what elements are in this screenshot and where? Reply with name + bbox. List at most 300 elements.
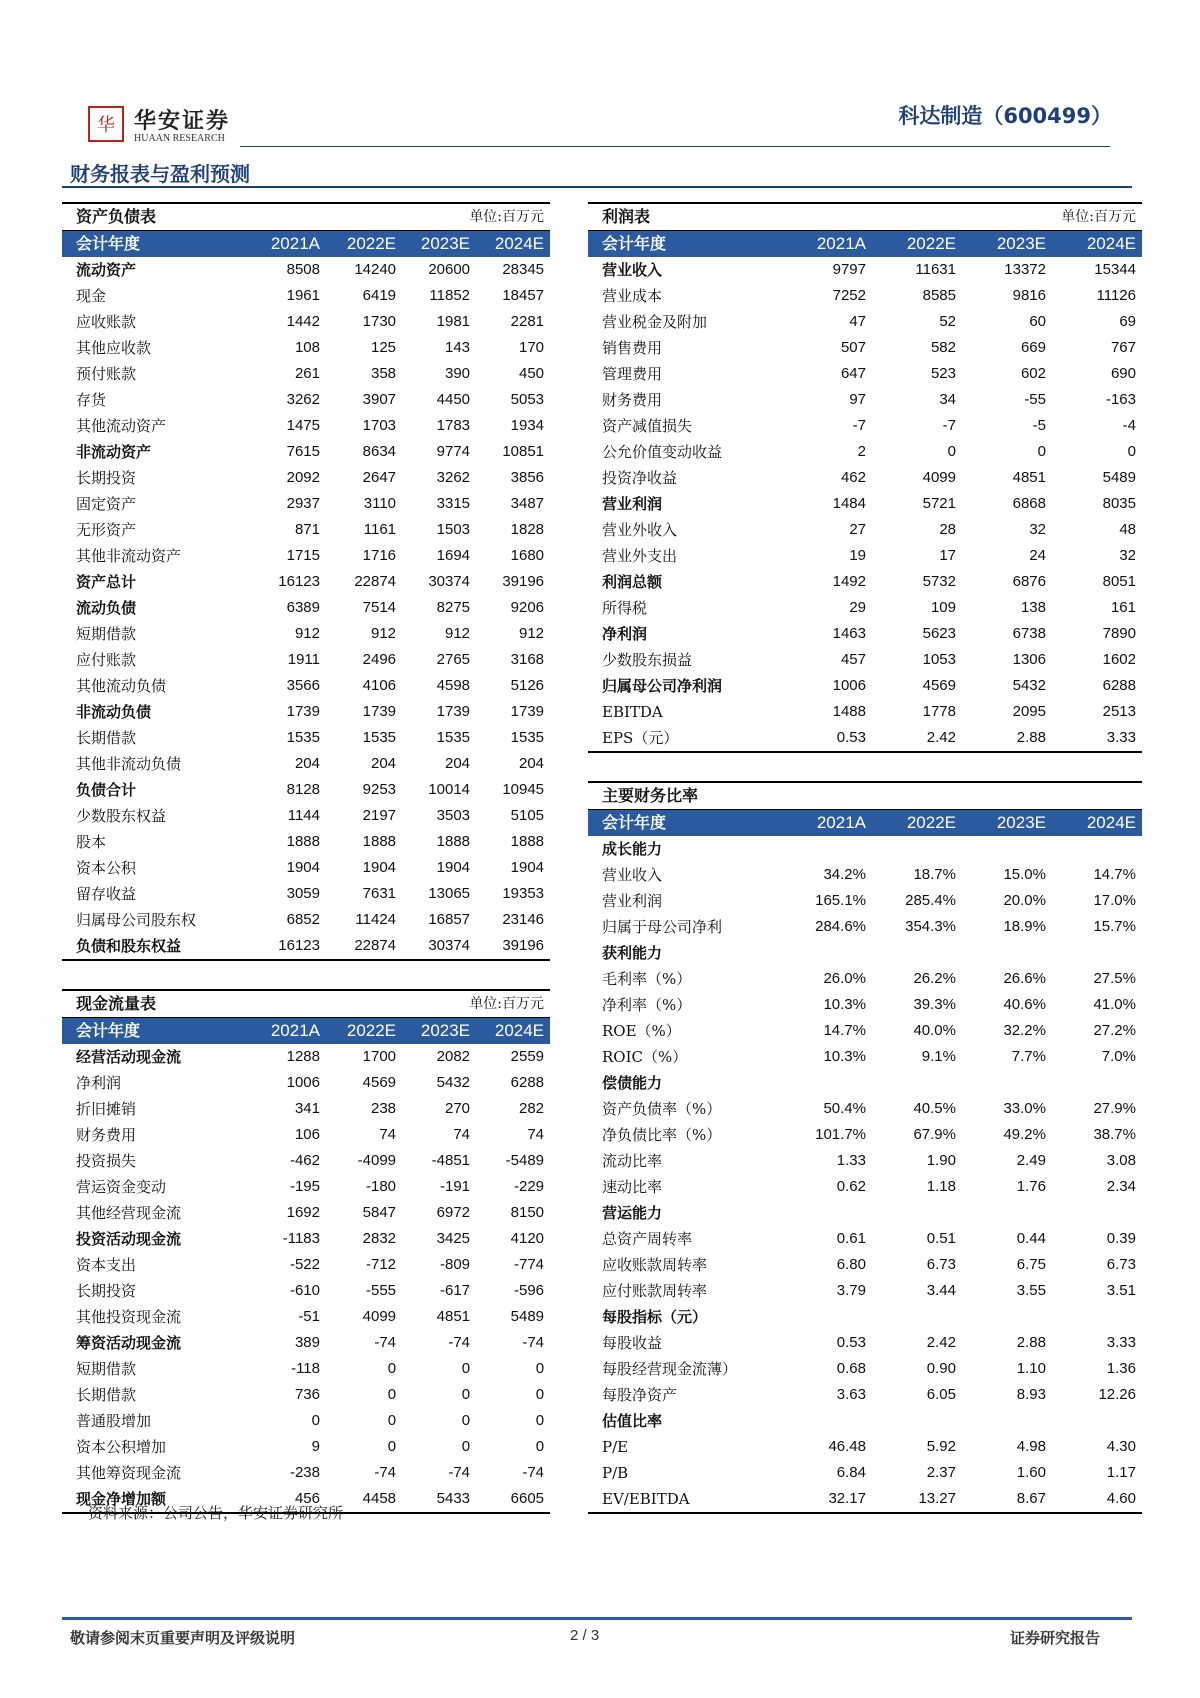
row-label: 折旧摊销: [76, 1100, 137, 1118]
row-label: 短期借款: [76, 1360, 137, 1378]
row-value: 2.42: [926, 1334, 956, 1351]
row-value: 0.53: [836, 1334, 866, 1351]
row-value: [872, 1070, 962, 1096]
row-label: 少数股东损益: [602, 651, 693, 669]
row-value: 4458: [326, 1486, 402, 1513]
table-row: [62, 361, 550, 387]
row-label: 获利能力: [602, 944, 663, 962]
row-value: 16123: [278, 573, 320, 590]
row-value: 27: [849, 521, 866, 538]
table-row: [588, 725, 1142, 752]
logo-english-name: HUAAN RESEARCH: [134, 133, 225, 144]
row-value: 1602: [1102, 651, 1136, 668]
row-label: EPS（元）: [588, 725, 778, 752]
row-value: 5432: [436, 1074, 471, 1091]
footer-disclaimer: 敬请参阅末页重要声明及评级说明: [70, 1629, 296, 1647]
footer-report-type: 证券研究报告: [1009, 1629, 1100, 1647]
row-value: 27.2%: [1093, 1022, 1136, 1039]
row-label: 毛利率（%）: [602, 970, 692, 988]
row-value: 6605: [476, 1486, 550, 1513]
row-label: 净利润: [602, 625, 648, 643]
row-value: 282: [519, 1100, 545, 1117]
table-row: [588, 1460, 1142, 1486]
row-value: 17.0%: [1093, 892, 1136, 909]
row-value: 450: [519, 365, 545, 382]
table-row: [62, 335, 550, 361]
row-value: 2.34: [1106, 1178, 1136, 1195]
row-value: 0: [947, 443, 956, 460]
row-value: -118: [291, 1360, 320, 1377]
row-value: 28: [939, 521, 956, 538]
row-value: 3503: [436, 807, 471, 824]
row-value: 2197: [362, 807, 397, 824]
table-row: [588, 283, 1142, 309]
row-value: 1535: [510, 729, 545, 746]
row-value: 1144: [287, 807, 320, 824]
table-row: [62, 595, 550, 621]
row-value: 27.5%: [1093, 970, 1136, 987]
row-value: 15.7%: [1093, 918, 1136, 935]
logo-chinese-name: 华安证券: [134, 108, 231, 134]
row-label: 其他非流动负债: [76, 755, 182, 773]
row-value: 261: [294, 365, 320, 382]
table-row: [62, 465, 550, 491]
row-value: 6.73: [926, 1256, 956, 1273]
row-label: 长期投资: [76, 1282, 137, 1300]
row-value: -610: [289, 1282, 320, 1299]
row-value: 6.84: [836, 1464, 866, 1481]
row-value: 1.18: [926, 1178, 956, 1195]
row-value: 390: [445, 365, 471, 382]
table-row: [588, 1252, 1142, 1278]
row-value: 341: [294, 1100, 320, 1117]
row-value: 106: [294, 1126, 320, 1143]
row-value: 1904: [436, 859, 471, 876]
row-value: 6876: [1012, 573, 1046, 590]
row-label: 每股收益: [602, 1334, 663, 1352]
row-value: 32: [1029, 521, 1046, 538]
table-row: [62, 1252, 550, 1278]
row-value: 5126: [510, 677, 545, 694]
table-row: [62, 881, 550, 907]
row-value: 6.05: [926, 1386, 956, 1403]
row-value: 3.44: [926, 1282, 956, 1299]
row-value: 1488: [832, 703, 866, 720]
row-value: 10014: [428, 781, 471, 798]
row-value: 10851: [502, 443, 545, 460]
table-row: [588, 517, 1142, 543]
row-label: 流动负债: [76, 599, 137, 617]
row-label: 资本公积增加: [76, 1438, 167, 1456]
table-row: [588, 1356, 1142, 1382]
row-value: 3315: [436, 495, 471, 512]
row-value: 20.0%: [1003, 892, 1046, 909]
row-value: 7.7%: [1011, 1048, 1046, 1065]
table-row: [588, 888, 1142, 914]
row-value: 9816: [1012, 287, 1046, 304]
row-value: 11852: [429, 287, 471, 304]
row-value: 6.80: [836, 1256, 866, 1273]
row-value: 1492: [832, 573, 866, 590]
row-value: 1484: [832, 495, 866, 512]
table-row: [588, 966, 1142, 992]
table-row: [62, 1148, 550, 1174]
row-value: 1288: [286, 1048, 320, 1065]
row-label: 其他流动负债: [76, 677, 167, 695]
table-row: [588, 257, 1142, 283]
row-value: 3425: [436, 1230, 471, 1247]
row-value: 22874: [326, 933, 402, 960]
table-row: [62, 283, 550, 309]
table-row: [62, 751, 550, 777]
row-value: 34: [939, 391, 956, 408]
row-label: EV/EBITDA: [588, 1486, 778, 1513]
row-value: 1442: [286, 313, 320, 330]
table-row: [62, 673, 550, 699]
row-value: 13065: [428, 885, 471, 902]
row-label: 总资产周转率: [602, 1230, 693, 1248]
row-value: 270: [445, 1100, 471, 1117]
row-value: 9.1%: [921, 1048, 956, 1065]
row-value: 1.76: [1016, 1178, 1046, 1195]
row-label: 其他经营现金流: [76, 1204, 182, 1222]
row-label: 营运能力: [602, 1204, 663, 1222]
row-label: 现金: [76, 287, 107, 305]
table-row: [588, 1200, 1142, 1226]
row-value: -7: [852, 417, 866, 434]
row-value: 389: [294, 1334, 320, 1351]
row-value: 47: [849, 313, 866, 330]
row-value: 4569: [922, 677, 956, 694]
row-value: 5053: [510, 391, 545, 408]
row-label: 预付账款: [76, 365, 137, 383]
table-row: [62, 1044, 550, 1070]
row-label: 净利率（%）: [602, 996, 692, 1014]
row-value: 4450: [436, 391, 471, 408]
header-label: 会计年度: [62, 231, 252, 258]
row-label: 归属母公司股东权: [76, 911, 197, 929]
row-value: 1535: [436, 729, 471, 746]
row-value: 2092: [286, 469, 320, 486]
row-value: 0: [1127, 443, 1136, 460]
table-row: [62, 1200, 550, 1226]
row-label: 应付账款: [76, 651, 137, 669]
row-value: 3.55: [1016, 1282, 1046, 1299]
row-value: -74: [374, 1464, 397, 1481]
row-value: 284.6%: [815, 918, 866, 935]
row-value: 6868: [1012, 495, 1046, 512]
row-value: 6.75: [1016, 1256, 1046, 1273]
row-label: 长期借款: [76, 729, 137, 747]
table-row: [588, 1044, 1142, 1070]
header-year: 2024E: [476, 1018, 550, 1045]
row-value: [962, 1304, 1052, 1330]
row-label: 无形资产: [76, 521, 137, 539]
row-value: 4569: [362, 1074, 397, 1091]
row-value: 456: [252, 1486, 326, 1513]
row-value: 8051: [1102, 573, 1136, 590]
header-year: 2023E: [402, 1018, 476, 1045]
row-value: 3.79: [836, 1282, 866, 1299]
header-year: 2024E: [476, 231, 550, 258]
row-value: 17: [939, 547, 956, 564]
table-row: [62, 647, 550, 673]
header-year: 2024E: [1052, 810, 1142, 837]
row-value: 912: [519, 625, 545, 642]
row-label: 短期借款: [76, 625, 137, 643]
row-value: 602: [1020, 365, 1046, 382]
row-value: 1700: [362, 1048, 397, 1065]
row-value: 8634: [362, 443, 397, 460]
row-value: 60: [1029, 313, 1046, 330]
row-label: 营业外支出: [602, 547, 678, 565]
row-value: 8.67: [962, 1486, 1052, 1513]
row-value: 49.2%: [1003, 1126, 1046, 1143]
row-value: 285.4%: [905, 892, 956, 909]
header-year: 2024E: [1052, 231, 1142, 258]
row-value: 507: [840, 339, 866, 356]
table-unit: 单位:百万元: [962, 203, 1142, 231]
table-row: [62, 1304, 550, 1330]
table-row: [588, 491, 1142, 517]
row-value: 6389: [286, 599, 320, 616]
row-value: [778, 1200, 872, 1226]
row-value: 12.26: [1098, 1386, 1136, 1403]
row-value: 16857: [428, 911, 471, 928]
row-value: 108: [294, 339, 320, 356]
row-value: [872, 1408, 962, 1434]
row-value: 30374: [428, 573, 471, 590]
row-value: 52: [939, 313, 956, 330]
row-value: 39196: [476, 933, 550, 960]
row-label: 营业收入: [602, 261, 663, 279]
row-value: 2.37: [926, 1464, 956, 1481]
row-value: 40.0%: [913, 1022, 956, 1039]
row-value: 1981: [436, 313, 471, 330]
data-source-note: 资料来源：公司公告，华安证券研究所: [88, 1504, 344, 1522]
row-value: 2496: [362, 651, 397, 668]
row-value: 9: [311, 1438, 320, 1455]
row-value: 161: [1110, 599, 1136, 616]
table-title: 现金流量表: [62, 990, 402, 1018]
row-value: 0: [461, 1386, 471, 1403]
row-value: 0: [387, 1438, 397, 1455]
row-label: 现金净增加额: [62, 1486, 252, 1513]
table-row: [62, 491, 550, 517]
table-row: [588, 361, 1142, 387]
row-value: 41.0%: [1093, 996, 1136, 1013]
row-value: 4598: [436, 677, 471, 694]
header-label: 会计年度: [588, 810, 778, 837]
row-value: 1778: [922, 703, 956, 720]
table-row: [588, 940, 1142, 966]
row-value: [872, 1304, 962, 1330]
row-label: 每股指标（元）: [602, 1308, 708, 1326]
row-value: 101.7%: [815, 1126, 866, 1143]
row-value: 6.73: [1106, 1256, 1136, 1273]
row-value: 0: [387, 1386, 397, 1403]
row-value: 7252: [832, 287, 866, 304]
row-value: 74: [453, 1126, 471, 1143]
row-value: 1.10: [1016, 1360, 1046, 1377]
table-row: [62, 933, 550, 960]
table-row: [588, 1434, 1142, 1460]
row-value: -809: [440, 1256, 471, 1273]
row-value: 2.49: [1016, 1152, 1046, 1169]
row-value: 7890: [1102, 625, 1136, 642]
row-label: 应收账款周转率: [602, 1256, 708, 1274]
table-row: [588, 1486, 1142, 1513]
row-value: 1503: [436, 521, 471, 538]
row-label: 归属于母公司净利: [602, 918, 723, 936]
row-label: 偿债能力: [602, 1074, 663, 1092]
row-value: 0.90: [926, 1360, 956, 1377]
row-value: -462: [289, 1152, 320, 1169]
row-value: 11631: [915, 261, 956, 278]
row-label: ROE（%）: [602, 1022, 681, 1040]
row-value: [1052, 1200, 1142, 1226]
row-value: [1052, 1070, 1142, 1096]
row-value: -74: [522, 1334, 545, 1351]
row-value: 10945: [502, 781, 545, 798]
table-row: [588, 413, 1142, 439]
row-value: 3262: [286, 391, 320, 408]
row-value: 8035: [1102, 495, 1136, 512]
table-row: [62, 1278, 550, 1304]
row-value: 0: [461, 1412, 471, 1429]
row-value: -74: [374, 1334, 397, 1351]
row-value: -712: [366, 1256, 397, 1273]
row-label: 估值比率: [602, 1412, 663, 1430]
company-title: 科达制造（600499）: [898, 104, 1112, 128]
row-value: 8128: [286, 781, 320, 798]
row-value: 39.3%: [913, 996, 956, 1013]
row-label: 资本公积: [76, 859, 137, 877]
row-value: 32: [1119, 547, 1136, 564]
row-label: 应付账款周转率: [602, 1282, 708, 1300]
row-value: -195: [289, 1178, 320, 1195]
row-value: 0.53: [778, 725, 872, 752]
row-value: 5847: [362, 1204, 397, 1221]
table-row: [588, 1018, 1142, 1044]
row-value: 38.7%: [1093, 1126, 1136, 1143]
row-value: 26.0%: [823, 970, 866, 987]
row-value: [872, 940, 962, 966]
row-label: P/E: [602, 1438, 629, 1456]
row-value: -596: [514, 1282, 545, 1299]
row-value: [778, 1408, 872, 1434]
row-value: 6972: [436, 1204, 471, 1221]
row-label: 净利润: [76, 1074, 122, 1092]
row-value: 3059: [286, 885, 320, 902]
row-label: 其他投资现金流: [76, 1308, 182, 1326]
row-value: 1692: [286, 1204, 320, 1221]
row-label: 资产减值损失: [602, 417, 693, 435]
row-value: 582: [930, 339, 956, 356]
row-value: 2765: [436, 651, 471, 668]
row-value: 9206: [510, 599, 545, 616]
row-value: 2.42: [872, 725, 962, 752]
table-row: [588, 914, 1142, 940]
row-value: 5623: [922, 625, 956, 642]
cash-flow-table: [62, 990, 550, 1513]
row-label: 每股经营现金流薄）: [602, 1360, 738, 1378]
row-value: 165.1%: [815, 892, 866, 909]
row-value: 767: [1110, 339, 1136, 356]
row-value: 2095: [1012, 703, 1046, 720]
row-value: 11424: [355, 911, 397, 928]
row-value: 2559: [510, 1048, 545, 1065]
table-row: [62, 387, 550, 413]
income-statement-table: [588, 203, 1142, 752]
row-value: 3.33: [1106, 1334, 1136, 1351]
row-value: 1739: [510, 703, 545, 720]
row-value: 4.30: [1106, 1438, 1136, 1455]
row-value: 1475: [286, 417, 320, 434]
row-value: [778, 940, 872, 966]
table-header-row: [62, 1018, 550, 1045]
row-value: 1904: [362, 859, 397, 876]
header-label: 会计年度: [588, 231, 778, 258]
row-value: [962, 1070, 1052, 1096]
row-value: [872, 1200, 962, 1226]
row-value: 204: [519, 755, 545, 772]
row-value: -74: [522, 1464, 545, 1481]
row-label: 净负债比率（%）: [602, 1126, 722, 1144]
row-value: 15344: [1094, 261, 1136, 278]
row-value: [778, 1304, 872, 1330]
table-row: [588, 647, 1142, 673]
row-value: -7: [942, 417, 956, 434]
row-value: -191: [440, 1178, 471, 1195]
row-value: 4099: [922, 469, 956, 486]
row-value: 29: [849, 599, 866, 616]
row-label: 营业利润: [602, 495, 663, 513]
table-title-row: [588, 203, 1142, 231]
row-value: -229: [514, 1178, 545, 1195]
header-year: 2022E: [326, 1018, 402, 1045]
row-value: 40.5%: [913, 1100, 956, 1117]
row-value: -74: [448, 1464, 471, 1481]
table-row: [62, 569, 550, 595]
row-label: 速动比率: [602, 1178, 663, 1196]
row-value: 0.39: [1106, 1230, 1136, 1247]
table-header-row: [62, 231, 550, 258]
table-row: [62, 1096, 550, 1122]
row-value: 457: [840, 651, 866, 668]
table-row: [588, 699, 1142, 725]
row-value: 238: [371, 1100, 397, 1117]
table-row: [62, 699, 550, 725]
row-value: 1904: [510, 859, 545, 876]
row-value: 9253: [362, 781, 397, 798]
table-row: [62, 1460, 550, 1486]
row-value: 3.63: [836, 1386, 866, 1403]
row-value: [778, 836, 872, 862]
table-row: [588, 1070, 1142, 1096]
row-value: 5433: [402, 1486, 476, 1513]
row-label: 投资活动现金流: [76, 1230, 182, 1248]
row-value: -4851: [431, 1152, 471, 1169]
table-row: [588, 992, 1142, 1018]
row-value: 6288: [1102, 677, 1136, 694]
row-value: 1694: [436, 547, 471, 564]
row-value: -522: [289, 1256, 320, 1273]
table-spacer: [588, 752, 1142, 782]
header-rule: [240, 146, 1110, 147]
row-value: -74: [448, 1334, 471, 1351]
row-label: 利润总额: [602, 573, 663, 591]
